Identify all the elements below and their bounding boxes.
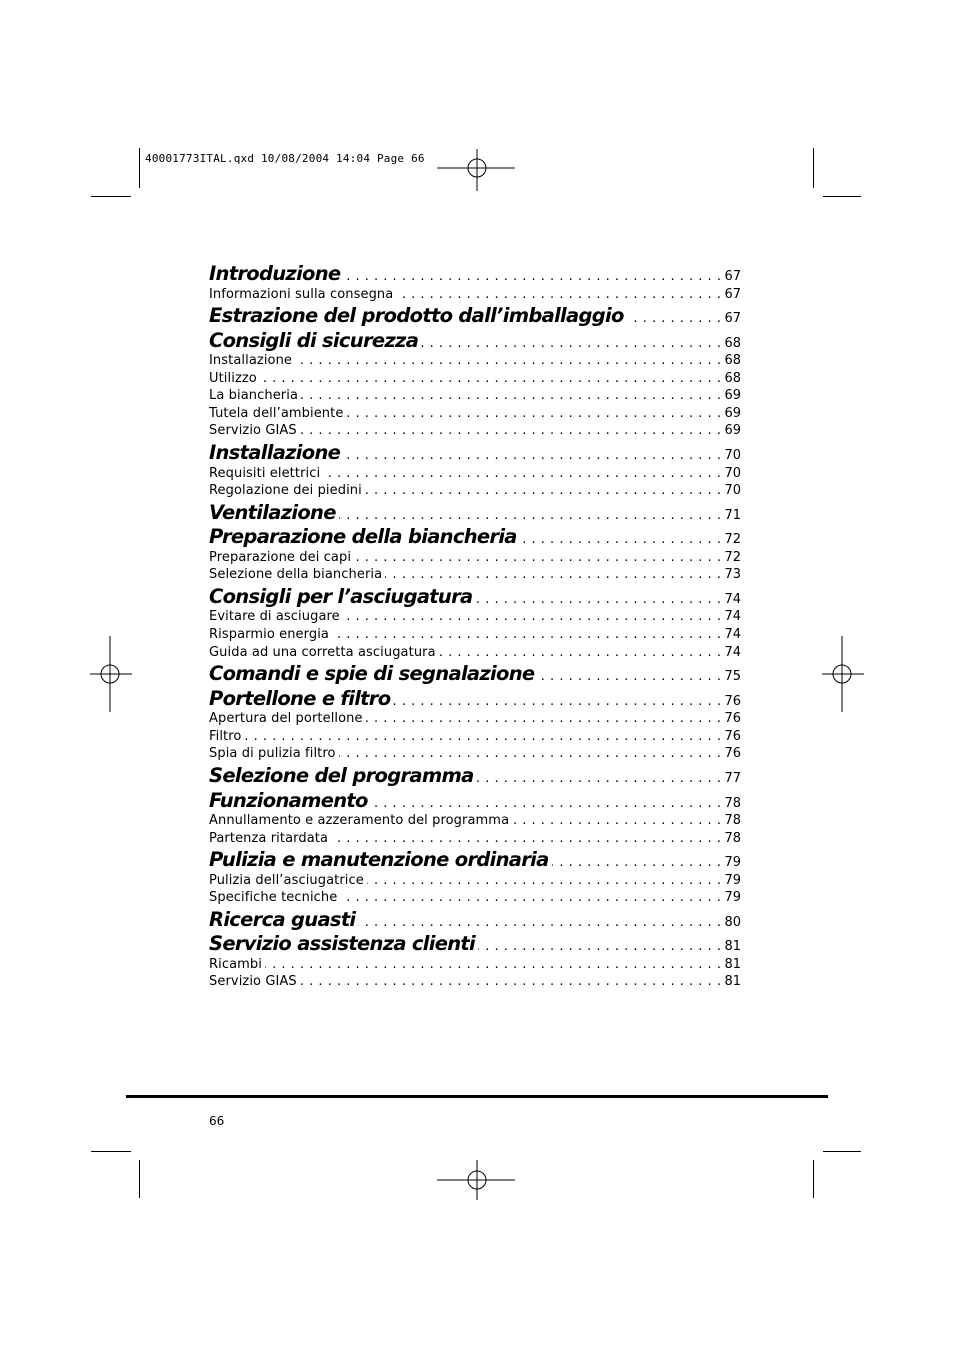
toc-page-number: 68: [724, 353, 741, 369]
toc-heading-label: Consigli di sicurezza: [209, 328, 419, 352]
toc-page-number: 74: [724, 591, 741, 607]
toc-page-number: 72: [724, 532, 741, 548]
toc-entry-label: Installazione: [209, 353, 293, 369]
toc-entry-label: Selezione della biancheria: [209, 567, 383, 583]
toc-entry-label: Servizio GIAS: [209, 974, 297, 990]
toc-dot-leader: [627, 311, 722, 326]
page-number: 66: [209, 1114, 225, 1128]
toc-entry: [209, 831, 741, 849]
toc-page-number: 79: [724, 890, 741, 906]
toc-entry: [209, 974, 741, 992]
toc-dot-leader: [367, 873, 722, 888]
toc-heading-label: Installazione: [209, 441, 341, 465]
toc-section-heading: [209, 687, 741, 712]
toc-heading-label: Ricerca guasti: [209, 907, 356, 931]
toc-dot-leader: [339, 508, 722, 523]
toc-dot-leader: [371, 796, 722, 811]
toc-heading-label: Introduzione: [209, 262, 341, 285]
toc-section-heading: [209, 848, 741, 873]
toc-page-number: 78: [724, 830, 741, 846]
toc-entry: [209, 423, 741, 441]
toc-page-number: 81: [724, 956, 741, 972]
toc-dot-leader: [301, 388, 721, 403]
toc-dot-leader: [385, 567, 721, 582]
toc-page-number: 76: [724, 746, 741, 762]
toc-entry-label: Regolazione dei piedini: [209, 483, 362, 499]
toc-page-number: 79: [724, 855, 741, 871]
toc-entry: [209, 957, 741, 975]
toc-dot-leader: [295, 353, 721, 368]
toc-entry: [209, 711, 741, 729]
toc-page-number: 79: [724, 872, 741, 888]
toc-page-number: 69: [724, 423, 741, 439]
toc-section-heading: [209, 262, 741, 287]
toc-page-number: 71: [724, 507, 741, 523]
toc-entry-label: Risparmio energia: [209, 627, 329, 643]
toc-entry: [209, 873, 741, 891]
toc-entry: [209, 729, 741, 747]
toc-heading-label: Funzionamento: [209, 788, 368, 812]
toc-entry-label: La biancheria: [209, 388, 299, 404]
toc-section-heading: [209, 789, 741, 814]
toc-dot-leader: [331, 831, 721, 846]
toc-page-number: 67: [724, 311, 741, 327]
toc-dot-leader: [358, 915, 721, 930]
toc-entry: [209, 746, 741, 764]
toc-dot-leader: [512, 813, 721, 828]
toc-dot-leader: [340, 890, 721, 905]
toc-dot-leader: [365, 483, 722, 498]
crop-mark-bottom-left-vertical: [139, 1160, 140, 1198]
footer-rule: [126, 1095, 828, 1098]
toc-dot-leader: [520, 532, 722, 547]
crop-mark-bottom-left-horizontal: [91, 1151, 131, 1152]
toc-heading-label: Selezione del programma: [209, 764, 474, 787]
toc-heading-label: Portellone e filtro: [209, 686, 391, 710]
toc-page-number: 78: [724, 813, 741, 828]
toc-section-heading: [209, 329, 741, 354]
toc-dot-leader: [393, 694, 721, 709]
toc-page-number: 77: [724, 771, 741, 786]
toc-heading-label: Ventilazione: [209, 500, 336, 524]
toc-page-number: 72: [724, 549, 741, 565]
toc-dot-leader: [265, 957, 721, 972]
toc-entry-label: Guida ad una corretta asciugatura: [209, 644, 436, 660]
toc-page-number: 70: [724, 483, 741, 499]
toc-entry-label: Ricambi: [209, 956, 262, 972]
toc-dot-leader: [260, 371, 722, 386]
toc-entry: [209, 627, 741, 645]
toc-dot-leader: [332, 627, 721, 642]
toc-dot-leader: [396, 287, 721, 302]
toc-section-heading: [209, 662, 741, 687]
toc-entry-label: Spia di pulizia filtro: [209, 746, 336, 762]
toc-section-heading: [209, 908, 741, 933]
toc-page-number: 81: [724, 939, 741, 955]
toc-page-number: 68: [724, 335, 741, 351]
toc-dot-leader: [478, 939, 721, 954]
toc-entry-label: Apertura del portellone: [209, 711, 363, 727]
toc-page-number: 68: [724, 370, 741, 386]
toc-page-number: 67: [724, 286, 741, 302]
registration-mark-left-icon: [90, 636, 132, 712]
crop-mark-bottom-right-vertical: [813, 1160, 814, 1198]
crop-mark-top-left-vertical: [139, 148, 140, 188]
toc-entry: [209, 466, 741, 484]
toc-entry: [209, 567, 741, 585]
toc-heading-label: Servizio assistenza clienti: [209, 932, 476, 956]
toc-entry: [209, 388, 741, 406]
toc-section-heading: [209, 304, 741, 329]
crop-mark-top-right-vertical: [813, 148, 814, 188]
toc-page-number: 76: [724, 728, 741, 744]
toc-heading-label: Estrazione del prodotto dall’imballaggio: [209, 304, 624, 328]
toc-page-number: 74: [724, 609, 741, 625]
toc-entry: [209, 483, 741, 501]
toc-dot-leader: [421, 336, 721, 351]
toc-entry-label: Informazioni sulla consegna: [209, 286, 394, 302]
toc-entry: [209, 645, 741, 663]
toc-entry: [209, 353, 741, 371]
registration-mark-top-icon: [437, 149, 517, 191]
registration-mark-right-icon: [822, 636, 864, 712]
toc-entry-label: Annullamento e azzeramento del programma: [209, 813, 510, 828]
toc-section-heading: [209, 585, 741, 610]
toc-page-number: 69: [724, 405, 741, 421]
toc-entry-label: Utilizzo: [209, 370, 257, 386]
toc-section-heading: [209, 441, 741, 466]
toc-page-number: 81: [724, 974, 741, 990]
toc-heading-label: Pulizia e manutenzione ordinaria: [209, 848, 549, 872]
toc-dot-leader: [343, 269, 721, 284]
print-slug: 40001773ITAL.qxd 10/08/2004 14:04 Page 66: [145, 152, 425, 165]
toc-heading-label: Comandi e spie di segnalazione: [209, 662, 535, 686]
toc-entry: [209, 890, 741, 908]
toc-entry-label: Partenza ritardata: [209, 830, 329, 846]
toc-dot-leader: [343, 609, 722, 624]
toc-page-number: 76: [724, 693, 741, 709]
toc-entry-label: Specifiche tecniche: [209, 890, 338, 906]
toc-dot-leader: [339, 746, 722, 761]
toc-entry-label: Pulizia dell’asciugatrice: [209, 872, 364, 888]
toc-section-heading: [209, 525, 741, 550]
toc-entry: [209, 371, 741, 389]
toc-dot-leader: [300, 423, 722, 438]
toc-page-number: 80: [724, 914, 741, 930]
toc-dot-leader: [552, 855, 722, 870]
toc-dot-leader: [354, 550, 721, 565]
toc-entry-label: Servizio GIAS: [209, 423, 297, 439]
toc-entry-label: Evitare di asciugare: [209, 609, 340, 625]
toc-section-heading: [209, 501, 741, 526]
toc-entry: [209, 287, 741, 305]
toc-dot-leader: [300, 974, 722, 989]
toc-entry: [209, 813, 741, 831]
registration-mark-bottom-icon: [437, 1160, 517, 1200]
toc-dot-leader: [366, 711, 722, 726]
toc-entry-label: Filtro: [209, 728, 242, 744]
toc-page-number: 67: [724, 269, 741, 284]
toc-page-number: 75: [724, 669, 741, 685]
toc-entry: [209, 550, 741, 568]
toc-dot-leader: [537, 669, 721, 684]
toc-section-heading: [209, 932, 741, 957]
toc-section-heading: [209, 764, 741, 789]
toc-dot-leader: [475, 592, 721, 607]
toc-page-number: 70: [724, 448, 741, 464]
toc-dot-leader: [477, 771, 722, 786]
crop-mark-top-left-horizontal: [91, 196, 131, 197]
toc-dot-leader: [346, 406, 721, 421]
toc-heading-label: Consigli per l’asciugatura: [209, 584, 473, 608]
toc-page-number: 70: [724, 465, 741, 481]
crop-mark-top-right-horizontal: [823, 196, 861, 197]
table-of-contents: [209, 262, 741, 992]
toc-page-number: 69: [724, 388, 741, 404]
toc-heading-label: Preparazione della biancheria: [209, 525, 517, 549]
toc-dot-leader: [343, 448, 721, 463]
toc-entry-label: Preparazione dei capi: [209, 549, 352, 565]
toc-page-number: 73: [724, 567, 741, 583]
toc-page-number: 76: [724, 711, 741, 727]
toc-entry: [209, 406, 741, 424]
toc-dot-leader: [439, 645, 722, 660]
toc-page-number: 74: [724, 627, 741, 643]
toc-page-number: 74: [724, 644, 741, 660]
toc-page-number: 78: [724, 795, 741, 811]
toc-dot-leader: [244, 729, 721, 744]
toc-entry: [209, 609, 741, 627]
toc-entry-label: Tutela dell’ambiente: [209, 405, 344, 421]
crop-mark-bottom-right-horizontal: [823, 1151, 861, 1152]
toc-entry-label: Requisiti elettrici: [209, 465, 321, 481]
toc-dot-leader: [323, 466, 721, 481]
